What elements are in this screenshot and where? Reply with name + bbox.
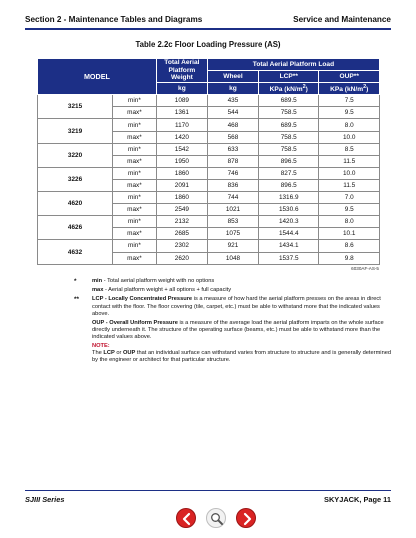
minmax-cell: max* [113,131,157,143]
oup-cell: 11.5 [319,155,380,167]
note-oup: OUP - Overall Uniform Pressure is a measure of the average load the aerial platform imparts on the whole surface directly underneath it. The structure of the operating surface (beams, etc.) must be able to withstand more than the indicated values above. [92,320,384,341]
minmax-cell: min* [113,216,157,228]
oup-cell: 8.0 [319,119,380,131]
wheel-cell: 633 [207,143,258,155]
lcp-cell: 758.5 [259,107,319,119]
weight-cell: 1950 [156,155,207,167]
model-cell: 3219 [38,119,113,143]
oup-cell: 10.1 [319,228,380,240]
unit-kg-wheel-header: kg [207,83,258,95]
model-cell: 4632 [38,240,113,264]
unit-kpa-oup-header: KPa $(kN/m^2)$ [319,83,380,95]
lcp-cell: 1420.3 [259,216,319,228]
model-cell: 4626 [38,216,113,240]
weight-cell: 1361 [156,107,207,119]
model-cell: 3226 [38,167,113,191]
minmax-cell: min* [113,167,157,179]
weight-cell: 1860 [156,192,207,204]
floor-loading-table [37,58,380,265]
note-min: * min - Total aerial platform weight with no options [74,278,215,285]
weight-cell: 2685 [156,228,207,240]
lcp-cell: 758.5 [259,131,319,143]
platform-load-header: Total Aerial Platform Load [207,59,379,71]
minmax-cell: min* [113,143,157,155]
search-button[interactable] [206,508,226,528]
weight-cell: 1542 [156,143,207,155]
weight-cell: 2132 [156,216,207,228]
oup-cell: 10.0 [319,167,380,179]
lcp-cell: 1434.1 [259,240,319,252]
weight-cell: 2302 [156,240,207,252]
table-row [38,192,380,204]
table-row [38,216,380,228]
wheel-cell: 544 [207,107,258,119]
page-header [25,14,391,30]
oup-cell: 8.5 [319,143,380,155]
wheel-cell: 921 [207,240,258,252]
model-cell: 4620 [38,192,113,216]
unit-kpa-lcp-header: KPa $(kN/m^2)$ [259,83,319,95]
lcp-cell: 1530.6 [259,204,319,216]
oup-cell: 9.8 [319,252,380,264]
wheel-cell: 878 [207,155,258,167]
unit-kg-header: kg [156,83,207,95]
weight-cell: 2549 [156,204,207,216]
lcp-cell: 1316.9 [259,192,319,204]
magnifier-icon [207,509,227,529]
minmax-cell: max* [113,252,157,264]
minmax-cell: max* [113,204,157,216]
oup-cell: 7.5 [319,95,380,107]
oup-cell: 11.5 [319,179,380,191]
weight-cell: 2620 [156,252,207,264]
minmax-cell: min* [113,240,157,252]
next-page-button[interactable] [236,508,256,528]
wheel-cell: 746 [207,167,258,179]
weight-cell: 1170 [156,119,207,131]
arrow-right-icon [237,509,257,529]
wheel-cell: 1075 [207,228,258,240]
table-title: Table 2.2c Floor Loading Pressure (AS) [135,40,281,49]
weight-cell: 1420 [156,131,207,143]
minmax-cell: max* [113,107,157,119]
model-header: MODEL [38,59,157,95]
wheel-cell: 1021 [207,204,258,216]
wheel-header: Wheel [207,71,258,83]
header-title: Service and Maintenance [293,15,391,24]
arrow-left-icon [177,509,197,529]
lcp-cell: 896.5 [259,155,319,167]
oup-cell: 10.0 [319,131,380,143]
table-row [38,143,380,155]
minmax-cell: max* [113,155,157,167]
previous-page-button[interactable] [176,508,196,528]
footer-series: SJIII Series [25,495,65,504]
note-text: The LCP or OUP that an individual surface can withstand varies from structure to structure and is generally determined by the engineer or architect for that particular structure. [92,349,392,364]
lcp-header: LCP** [259,71,319,83]
weight-cell: 1860 [156,167,207,179]
lcp-cell: 689.5 [259,95,319,107]
section-title: Section 2 - Maintenance Tables and Diagrams [25,15,203,24]
oup-cell: 7.0 [319,192,380,204]
weight-cell: 2091 [156,179,207,191]
oup-cell: 8.0 [319,216,380,228]
wheel-cell: 853 [207,216,258,228]
wheel-cell: 435 [207,95,258,107]
notes-section [74,278,392,364]
wheel-cell: 468 [207,119,258,131]
lcp-cell: 1544.4 [259,228,319,240]
wheel-cell: 1048 [207,252,258,264]
note-title: NOTE: [92,342,110,349]
note-max: max - Aerial platform weight + all options + full capacity [92,287,232,294]
oup-cell: 9.5 [319,107,380,119]
wheel-cell: 568 [207,131,258,143]
table-code: 6030AF-AS-5 [351,266,379,271]
lcp-cell: 827.5 [259,167,319,179]
model-cell: 3220 [38,143,113,167]
lcp-cell: 1537.5 [259,252,319,264]
wheel-cell: 744 [207,192,258,204]
minmax-cell: min* [113,192,157,204]
page-footer [25,490,391,502]
page-navigation [176,506,266,530]
table-row [38,240,380,252]
lcp-cell: 689.5 [259,119,319,131]
lcp-cell: 758.5 [259,143,319,155]
weight-cell: 1089 [156,95,207,107]
oup-header: OUP** [319,71,380,83]
table-row [38,167,380,179]
minmax-cell: min* [113,95,157,107]
model-cell: 3215 [38,95,113,119]
table-row [38,95,380,107]
minmax-cell: max* [113,228,157,240]
table-row [38,119,380,131]
oup-cell: 8.6 [319,240,380,252]
lcp-cell: 896.5 [259,179,319,191]
note-lcp: ** LCP - Locally Concentrated Pressure is a measure of how hard the aerial platform presses on the areas in direct contact with the floor. The floor covering (tile, carpet, etc.) must be able to withstand more that the indicated values above. [74,296,381,317]
footer-page: SKYJACK, Page 11 [324,495,391,504]
oup-cell: 9.5 [319,204,380,216]
minmax-cell: min* [113,119,157,131]
aerial-weight-header: Total Aerial Platform Weight [156,59,207,83]
wheel-cell: 836 [207,179,258,191]
minmax-cell: max* [113,179,157,191]
